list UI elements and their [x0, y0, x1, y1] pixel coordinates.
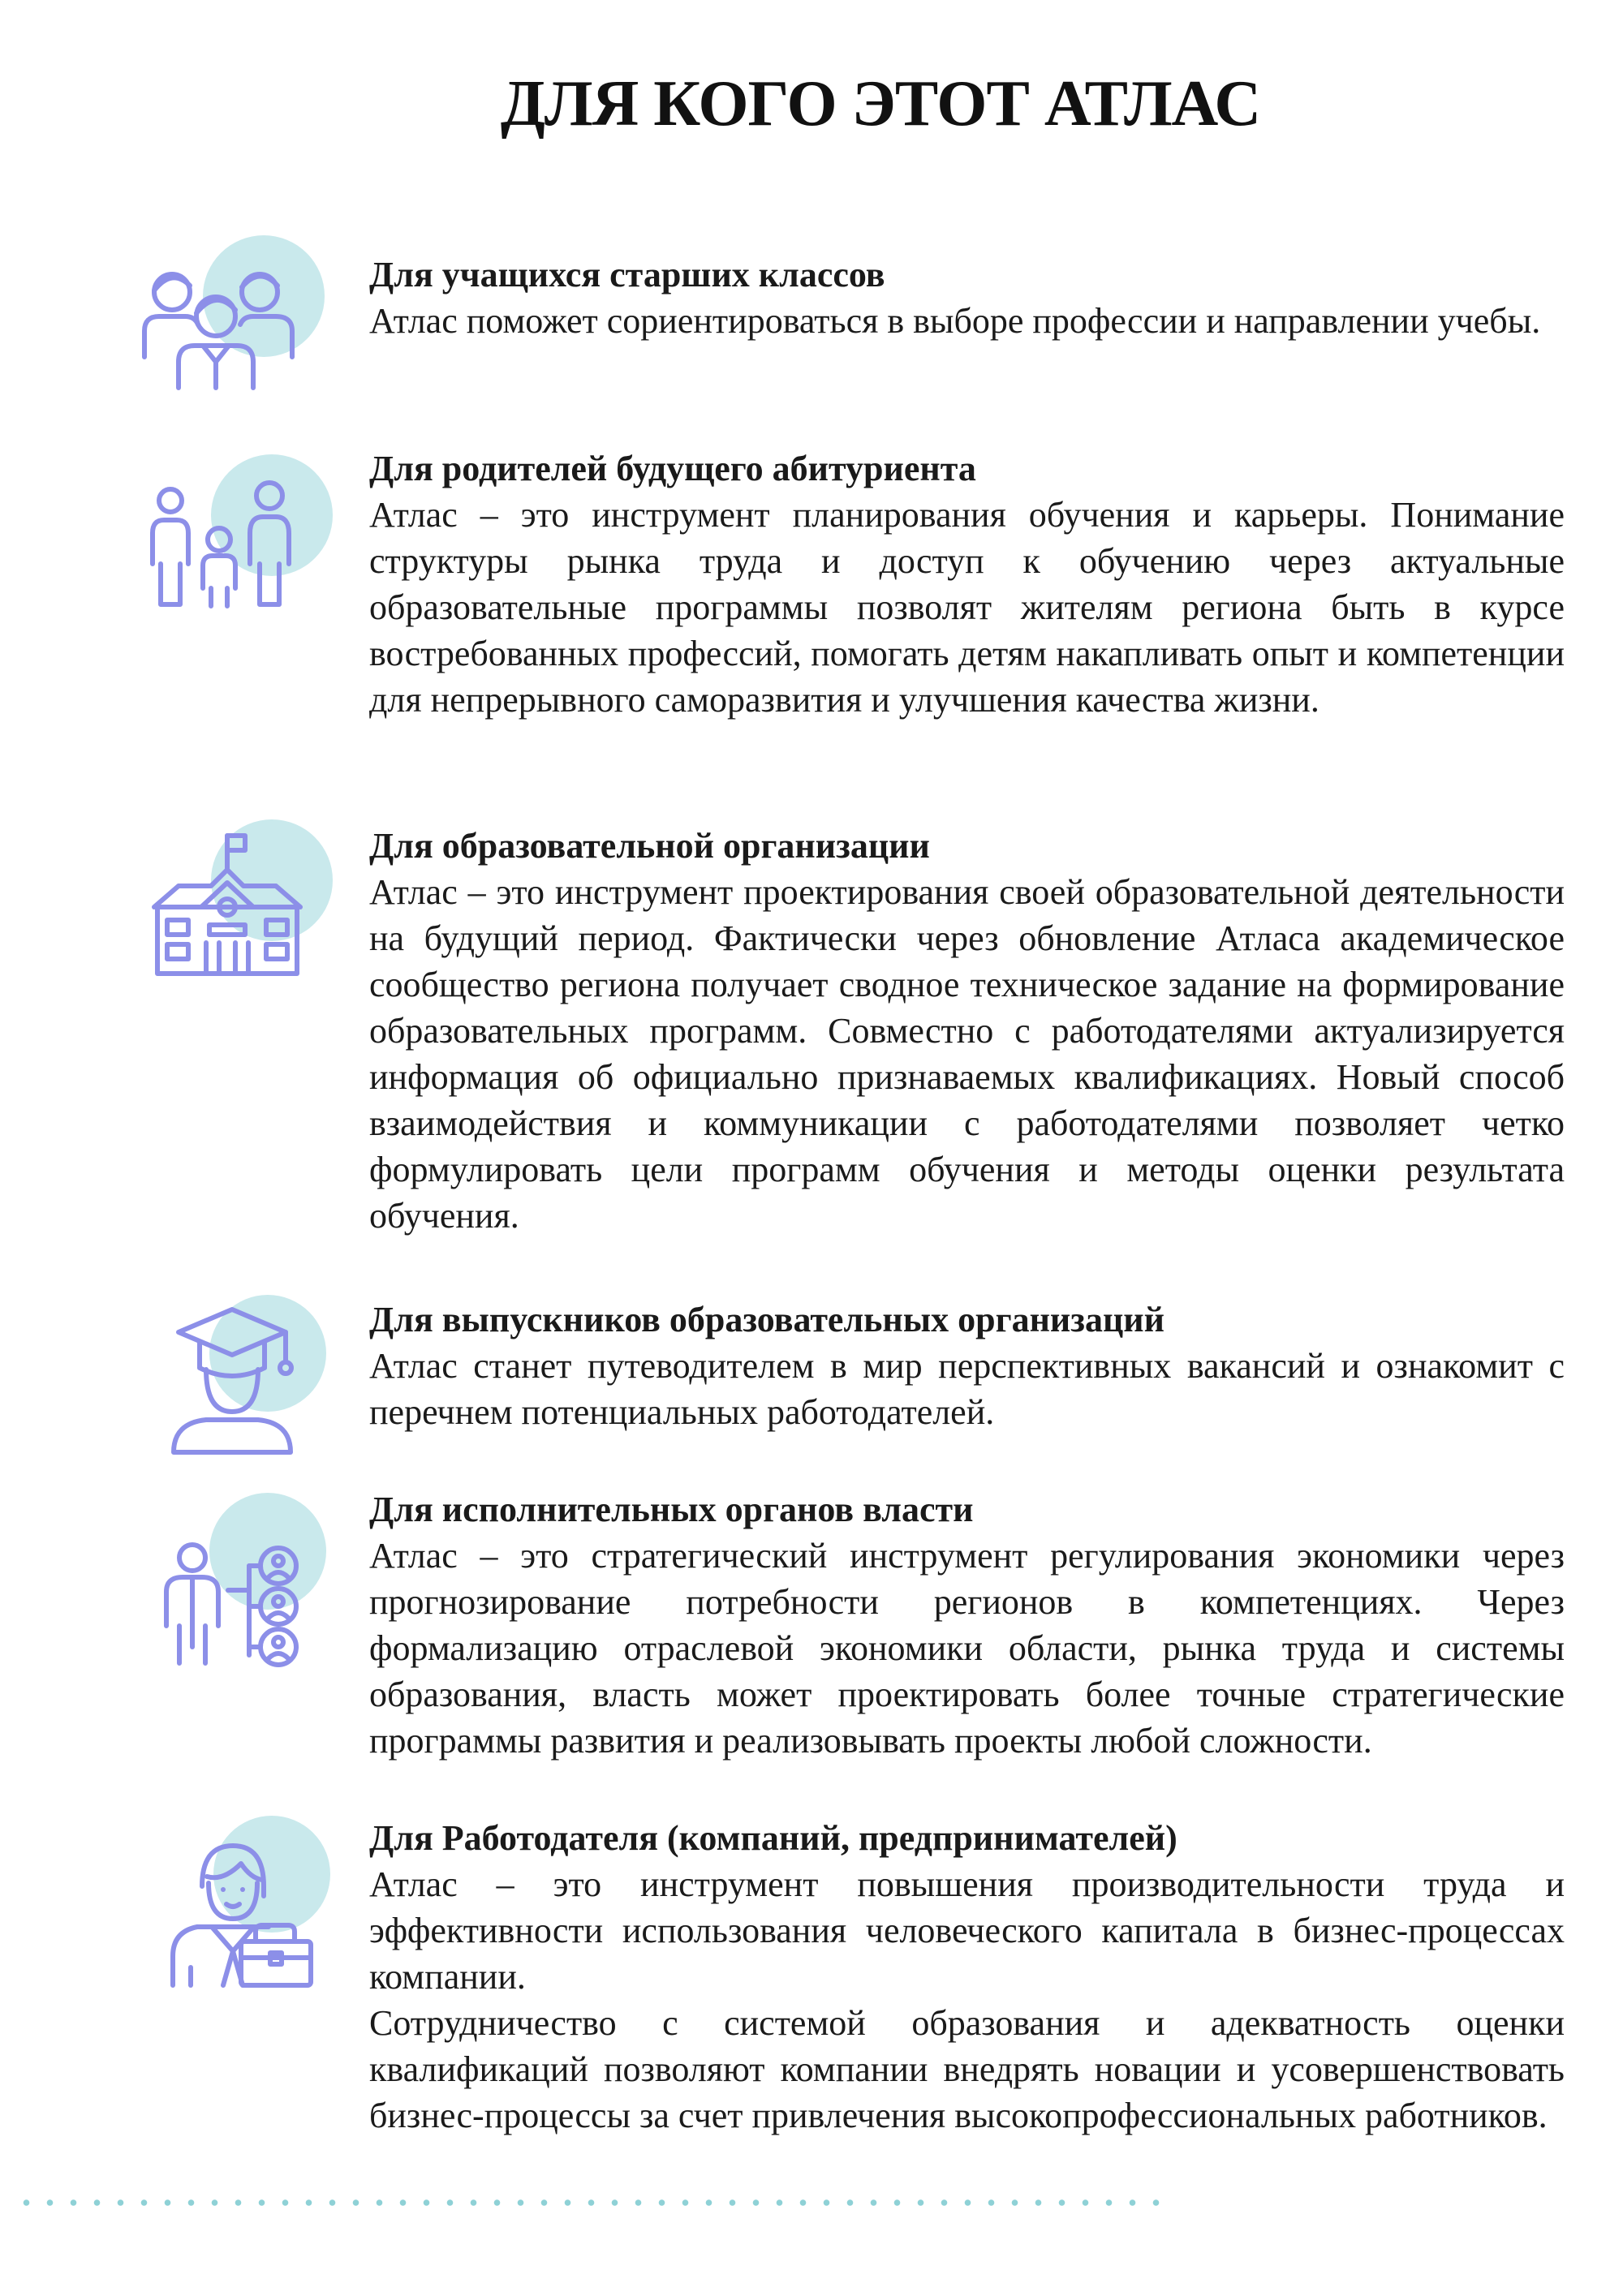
section-paragraph: Атлас – это инструмент повышения производительности труда и эффективности использования человеческого капитала в бизнес-процессах компании.	[369, 1864, 1565, 1997]
section-education-org-text	[369, 823, 1565, 1239]
government-org-chart-icon	[150, 1485, 361, 1696]
section-heading: Для учащихся старших классов	[369, 255, 885, 295]
page-title: ДЛЯ КОГО ЭТОТ АТЛАС	[500, 68, 1261, 140]
section-heading: Для исполнительных органов власти	[369, 1490, 974, 1529]
section-heading: Для образовательной организации	[369, 826, 930, 866]
section-paragraph: Атлас – это инструмент проектирования своей образовательной деятельности на будущий период. Фактически через обновление Атласа академическое сообщество региона получает сводное техническое задание на формирование образовательных программ. Совместно с работодателями актуализируется информация об официально признаваемых квалификациях. Новый способ взаимодействия и коммуникации с работодателями позволяет четко формулировать цели программ обучения и методы оценки результата обучения.	[369, 872, 1565, 1236]
section-heading: Для выпускников образовательных организаций	[369, 1300, 1165, 1339]
section-paragraph: Атлас – это стратегический инструмент регулирования экономики через прогнозирование потребности регионов в компетенциях. Через формализацию отраслевой экономики области, рынка труда и системы образования, власть может проектировать более точные стратегические программы развития и реализовывать проекты любой сложности.	[369, 1536, 1565, 1761]
section-students-text	[369, 252, 1565, 344]
dotted-divider	[15, 2199, 1175, 2206]
section-heading: Для родителей будущего абитуриента	[369, 449, 976, 488]
employer-briefcase-icon	[166, 1805, 377, 2016]
section-paragraph: Атлас поможет сориентироваться в выборе профессии и направлении учебы.	[369, 301, 1541, 341]
section-paragraph: Сотрудничество с системой образования и адекватность оценки квалификаций позволяют компании внедрять новации и усовершенствовать бизнес-процессы за счет привлечения высокопрофессиональных работников.	[369, 2003, 1565, 2135]
school-building-icon	[138, 811, 349, 1022]
section-paragraph: Атлас – это инструмент планирования обучения и карьеры. Понимание структуры рынка труда и доступ к обучению через актуальные образовательные программы позволят жителям региона быть в курсе востребованных профессий, помогать детям накапливать опыт и компетенции для непрерывного саморазвития и улучшения качества жизни.	[369, 495, 1565, 720]
section-government-text	[369, 1486, 1565, 1764]
section-graduates-text	[369, 1296, 1565, 1435]
family-parents-icon	[138, 434, 349, 645]
graduate-cap-icon	[162, 1290, 373, 1501]
section-heading: Для Работодателя (компаний, предпринимателей)	[369, 1818, 1177, 1858]
section-paragraph: Атлас станет путеводителем в мир перспективных вакансий и ознакомит с перечнем потенциальных работодателей.	[369, 1346, 1565, 1432]
section-parents-text	[369, 445, 1565, 723]
students-group-icon	[138, 235, 349, 446]
section-employer-text	[369, 1815, 1565, 2139]
